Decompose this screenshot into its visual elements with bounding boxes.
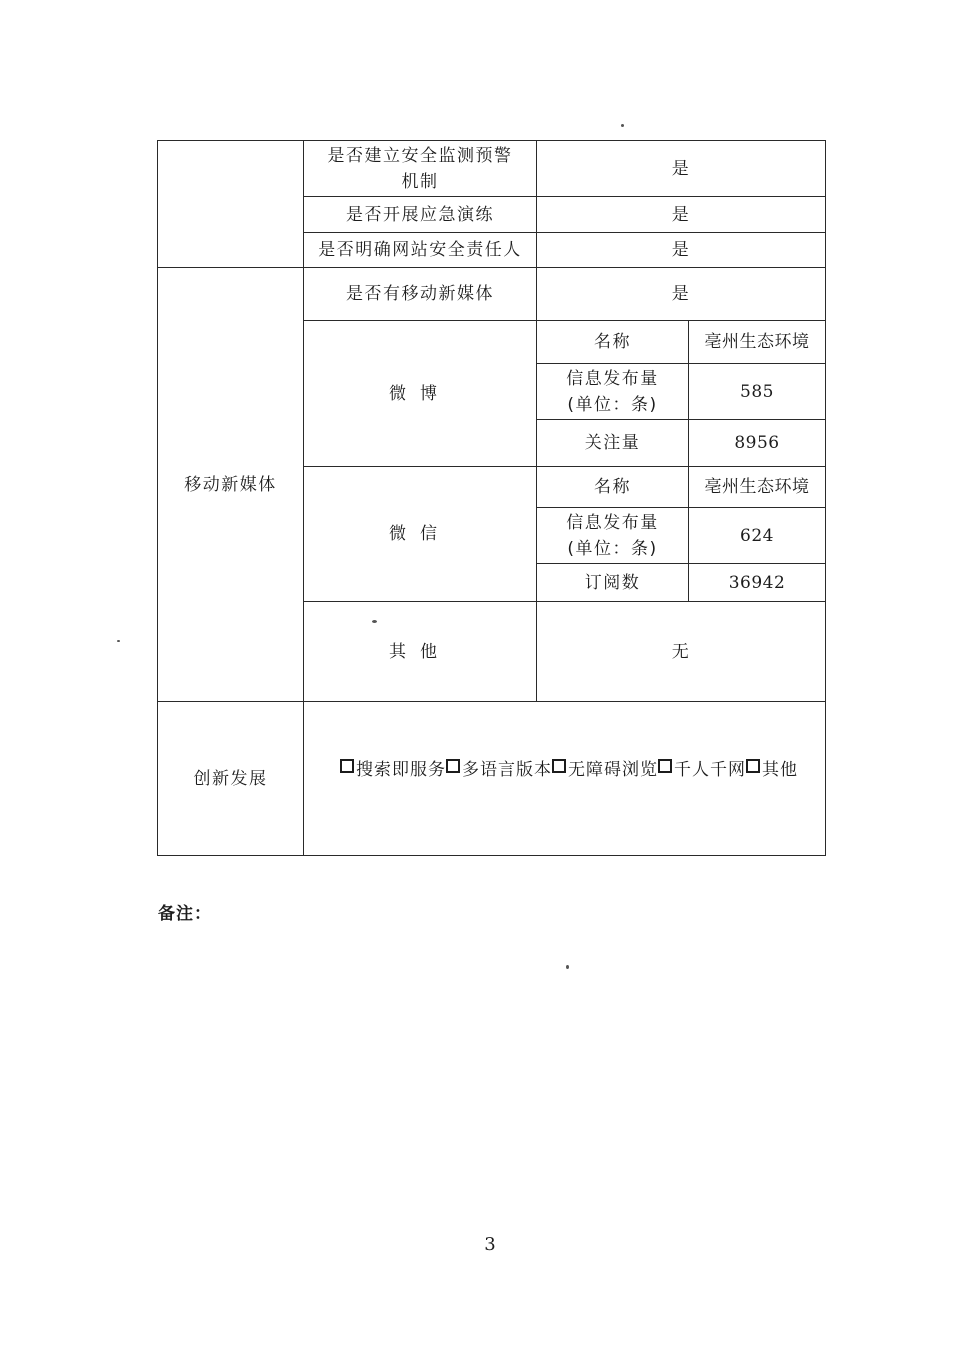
innovation-option <box>552 755 658 780</box>
security-value-responsible: 是 <box>671 240 691 260</box>
other-media-value: 无 <box>671 641 691 662</box>
innovation-option <box>340 755 446 780</box>
wechat-label: 微信 <box>389 524 451 544</box>
innovation-section-label: 创新发展 <box>193 768 268 789</box>
remarks-label: 备注： <box>158 904 212 924</box>
innovation-option <box>746 755 798 780</box>
weibo-posts-label <box>537 364 688 419</box>
has-mobile-media-answer: 是 <box>671 284 691 304</box>
checkbox-multilingual[interactable] <box>446 759 460 773</box>
wechat-posts-value: 624 <box>740 525 774 546</box>
option-label-multilingual: 多语言版本 <box>462 759 552 780</box>
weibo-name-label: 名称 <box>594 332 631 352</box>
option-label-personalized: 千人千网 <box>674 759 746 780</box>
checkbox-search-as-service[interactable] <box>340 759 354 773</box>
option-label-search-as-service: 搜索即服务 <box>356 759 446 780</box>
security-item-drill: 是否开展应急演练 <box>346 204 494 225</box>
wechat-subscribers-label: 订阅数 <box>584 572 641 593</box>
has-mobile-media-question: 是否有移动新媒体 <box>346 284 494 304</box>
innovation-option <box>658 755 746 780</box>
wechat-posts-label <box>537 508 688 563</box>
checkbox-personalized[interactable] <box>658 759 672 773</box>
wechat-posts-label-line1: 信息发布量 <box>566 512 659 533</box>
scan-speck <box>117 640 120 642</box>
wechat-subscribers-value: 36942 <box>728 572 786 593</box>
weibo-posts-label-line1: 信息发布量 <box>566 368 659 389</box>
other-media-label: 其他 <box>389 641 451 662</box>
checkbox-other[interactable] <box>746 759 760 773</box>
weibo-followers-label: 关注量 <box>584 433 641 453</box>
weibo-posts-label-line2: (单位：条) <box>567 394 658 415</box>
page-number: 3 <box>484 1234 496 1255</box>
wechat-name-label: 名称 <box>594 477 631 497</box>
wechat-posts-label-line2: (单位：条) <box>567 538 658 559</box>
security-value-monitoring: 是 <box>671 158 691 179</box>
scan-speck <box>621 124 624 127</box>
weibo-followers-value: 8956 <box>734 433 780 453</box>
wechat-name-value: 亳州生态环境 <box>704 477 810 497</box>
weibo-label: 微博 <box>389 383 451 404</box>
weibo-posts-value: 585 <box>740 381 774 402</box>
option-label-other: 其他 <box>762 759 798 780</box>
option-label-accessibility: 无障碍浏览 <box>568 759 658 780</box>
innovation-option <box>446 755 552 780</box>
weibo-name-value: 亳州生态环境 <box>704 332 810 352</box>
checkbox-accessibility[interactable] <box>552 759 566 773</box>
security-item-monitoring: 是否建立安全监测预警机制 <box>327 145 513 192</box>
mobile-media-section-label: 移动新媒体 <box>184 474 277 495</box>
security-item-responsible: 是否明确网站安全责任人 <box>318 240 522 260</box>
scan-speck <box>566 965 569 969</box>
innovation-options <box>340 753 820 781</box>
security-value-drill: 是 <box>671 204 691 225</box>
